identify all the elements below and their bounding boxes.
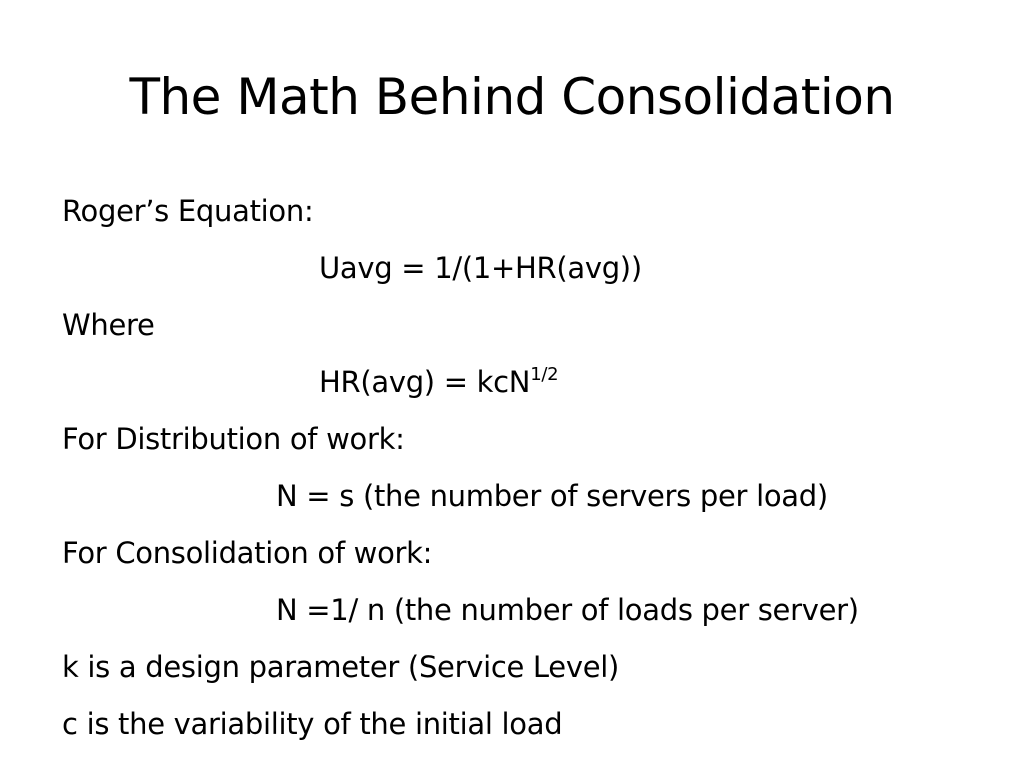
hr-avg-equation-exponent: 1/2 — [530, 364, 559, 385]
consolidation-equation: N =1/ n (the number of loads per server) — [276, 593, 859, 627]
hr-avg-equation-text: HR(avg) = kcN — [319, 365, 531, 399]
c-definition: c is the variability of the initial load — [62, 707, 563, 741]
where-label: Where — [62, 308, 155, 342]
k-definition: k is a design parameter (Service Level) — [62, 650, 620, 684]
consolidation-heading: For Consolidation of work: — [62, 536, 433, 570]
slide-title: The Math Behind Consolidation — [129, 68, 895, 126]
distribution-heading: For Distribution of work: — [62, 422, 405, 456]
rogers-equation-heading: Roger’s Equation: — [62, 194, 314, 228]
uavg-equation: Uavg = 1/(1+HR(avg)) — [319, 251, 642, 285]
hr-avg-equation — [319, 362, 558, 402]
distribution-equation: N = s (the number of servers per load) — [276, 479, 828, 513]
